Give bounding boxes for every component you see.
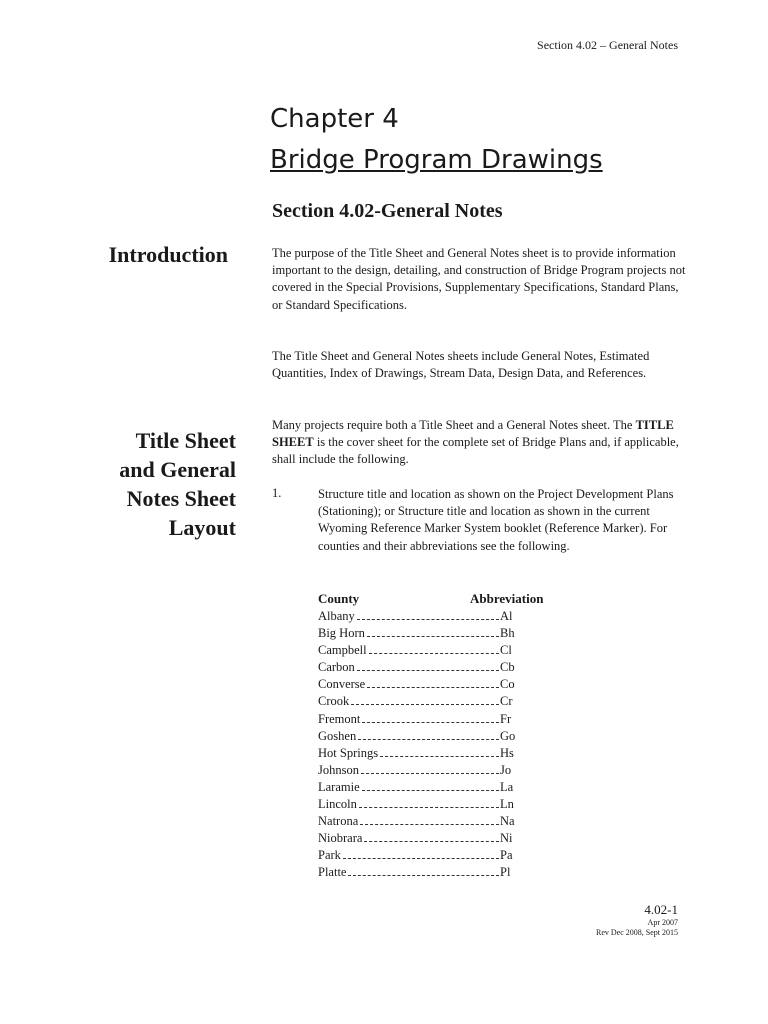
county-table	[318, 608, 518, 882]
table-row	[318, 864, 518, 881]
county-name: Goshen	[318, 728, 357, 743]
table-row	[318, 813, 518, 830]
leader-dashes	[343, 849, 499, 859]
abbreviation-column-header: Abbreviation	[470, 591, 544, 606]
sidebar-heading-line: and General	[119, 457, 236, 482]
county-name: Albany	[318, 609, 355, 623]
county-abbreviation: Cr	[500, 694, 513, 709]
county-name: Fremont	[318, 711, 361, 726]
chapter-label: Chapter 4	[270, 104, 399, 134]
leader-dashes	[367, 627, 499, 637]
table-row	[318, 830, 518, 847]
page-number: 4.02-1	[644, 902, 678, 917]
county-name: Johnson	[318, 762, 359, 777]
sidebar-heading-line: Layout	[168, 515, 236, 540]
county-name: Lincoln	[318, 797, 357, 812]
table-row	[318, 796, 518, 813]
intro-paragraph: The purpose of the Title Sheet and General Notes sheet is to provide information important to the design, detailing, and construction of Bridge Program projects not covered in the Special Provisions, Supplementary Specifications, Standard Plans, or Standard Specifications.	[272, 246, 686, 312]
table-row	[318, 779, 518, 796]
county-name: Park	[318, 848, 341, 863]
list-item-text: Structure title and location as shown on the Project Development Plans (Stationing); or Structure title and location as shown in the current Wyoming Reference Marker System booklet (Reference Marker). For counties and their abbreviations see the following.	[318, 487, 674, 553]
issue-date: Apr 2007	[647, 918, 678, 927]
contents-paragraph: The Title Sheet and General Notes sheets include General Notes, Estimated Quantities, Index of Drawings, Stream Data, Design Data, and References.	[272, 349, 650, 381]
emphasis-text: TITLE SHEET	[272, 418, 674, 450]
county-abbreviation: Ni	[500, 831, 513, 846]
county-abbreviation: Na	[500, 814, 515, 829]
leader-dashes	[380, 747, 499, 757]
county-column-header: County	[318, 591, 360, 606]
county-abbreviation: Hs	[500, 745, 514, 760]
table-row	[318, 625, 518, 642]
leader-dashes	[361, 764, 499, 774]
leader-dashes	[364, 832, 499, 842]
leader-dashes	[367, 678, 499, 688]
leader-dashes	[369, 644, 499, 654]
county-abbreviation: Go	[500, 728, 516, 743]
county-name: Hot Springs	[318, 745, 379, 760]
list-item-number: 1.	[272, 486, 282, 500]
table-row	[318, 762, 518, 779]
county-abbreviation: Cb	[500, 660, 515, 675]
county-name: Carbon	[318, 660, 355, 675]
county-name: Platte	[318, 865, 347, 880]
sidebar-heading-introduction: Introduction	[108, 242, 228, 267]
leader-dashes	[362, 781, 499, 791]
county-abbreviation: La	[500, 779, 514, 794]
table-row	[318, 642, 518, 659]
county-name: Laramie	[318, 779, 360, 794]
page-footer	[596, 902, 678, 938]
county-abbreviation: Fr	[500, 711, 512, 726]
sidebar-heading-line: Notes Sheet	[126, 486, 236, 511]
county-abbreviation: Al	[500, 609, 513, 623]
leader-dashes	[357, 610, 499, 620]
leader-dashes	[359, 798, 499, 808]
leader-dashes	[360, 815, 499, 825]
county-abbreviation: Pl	[500, 865, 511, 880]
table-row	[318, 608, 518, 625]
county-abbreviation: Co	[500, 677, 515, 692]
table-row	[318, 847, 518, 864]
sidebar-heading-layout	[40, 426, 236, 542]
county-abbreviation: Pa	[500, 848, 513, 863]
leader-dashes	[358, 730, 499, 740]
table-row	[318, 659, 518, 676]
county-table-header	[318, 591, 568, 607]
running-header: Section 4.02 – General Notes	[537, 38, 678, 52]
table-row	[318, 711, 518, 728]
leader-dashes	[357, 661, 499, 671]
county-name: Natrona	[318, 814, 359, 829]
county-name: Niobrara	[318, 831, 363, 846]
page-title: Bridge Program Drawings	[270, 145, 603, 175]
sidebar-heading-line: Title Sheet	[135, 428, 236, 453]
table-row	[318, 693, 518, 710]
table-row	[318, 676, 518, 693]
revision-date: Rev Dec 2008, Sept 2015	[596, 928, 678, 937]
county-name: Converse	[318, 677, 366, 692]
leader-dashes	[362, 713, 499, 723]
section-title: Section 4.02-General Notes	[272, 200, 503, 222]
leader-dashes	[348, 866, 499, 876]
county-abbreviation: Cl	[500, 643, 512, 658]
title-sheet-paragraph	[272, 417, 692, 469]
county-abbreviation: Bh	[500, 626, 515, 641]
table-row	[318, 745, 518, 762]
county-name: Crook	[318, 694, 350, 709]
table-row	[318, 728, 518, 745]
paragraph-text: Many projects require both a Title Sheet and a General Notes sheet. The	[272, 418, 636, 432]
county-abbreviation: Jo	[500, 762, 512, 777]
leader-dashes	[351, 695, 499, 705]
county-abbreviation: Ln	[500, 797, 514, 812]
paragraph-text: is the cover sheet for the complete set of Bridge Plans and, if applicable, shall include the following.	[272, 435, 679, 467]
county-name: Big Horn	[318, 626, 365, 641]
county-name: Campbell	[318, 643, 367, 658]
